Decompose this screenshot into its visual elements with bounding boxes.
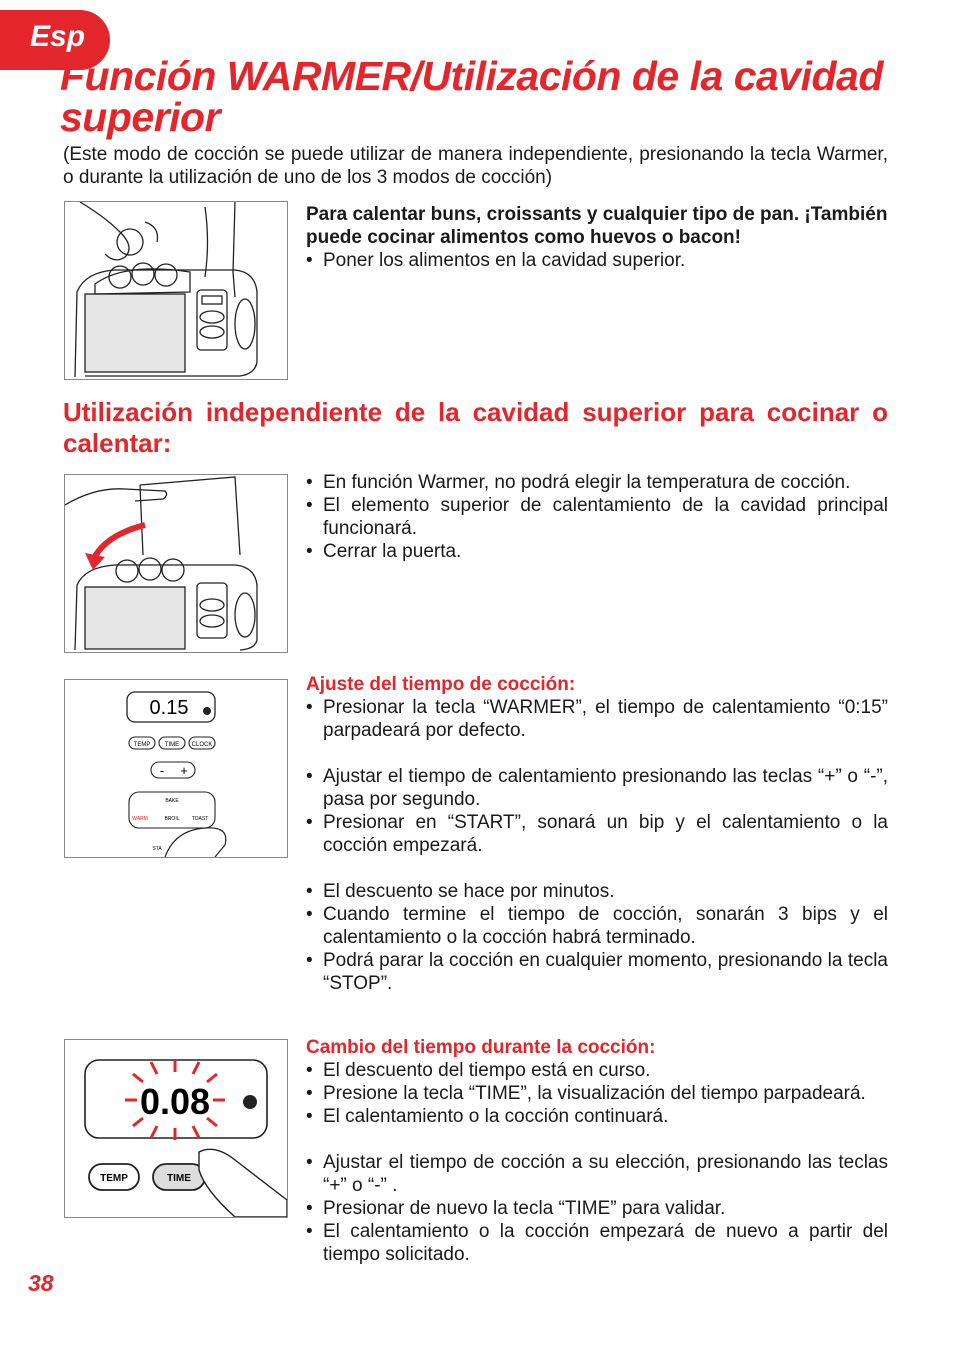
intro-text: (Este modo de cocción se puede utilizar de manera independiente, presionando la tecla Warmer, o durante la utilización de uno de los 3 modos de cocción) [63, 144, 888, 188]
block-independent-use [306, 471, 888, 563]
list-item: • Presionar en “START”, sonará un bip y el calentamiento o la cocción empezará. [306, 811, 888, 857]
illustration-control-panel [64, 679, 288, 858]
list-item: • Poner los alimentos en la cavidad superior. [306, 249, 888, 272]
block3-heading: Ajuste del tiempo de cocción: [306, 674, 576, 695]
list-item: • Presione la tecla “TIME”, la visualización del tiempo parpadeará. [306, 1082, 888, 1105]
plus-button[interactable]: + [180, 763, 188, 778]
block-time-change [306, 1036, 888, 1266]
block-warming-intro [306, 203, 888, 272]
start-button[interactable]: STA [152, 846, 162, 852]
list-item: • Presionar de nuevo la tecla “TIME” para validar. [306, 1197, 888, 1220]
time-button[interactable]: TIME [164, 742, 180, 748]
toast-button[interactable]: TOAST [191, 816, 209, 822]
time-key-label: TIME [167, 1173, 191, 1184]
list-item: • El descuento del tiempo está en curso. [306, 1059, 888, 1082]
clock-icon [243, 1095, 257, 1109]
page-number: 38 [28, 1270, 54, 1296]
block3-list [306, 696, 888, 995]
list-item: • Podrá parar la cocción en cualquier momento, presionando la tecla “STOP”. [306, 949, 888, 995]
list-item: • En función Warmer, no podrá elegir la temperatura de cocción. [306, 471, 888, 494]
finger-icon [199, 1149, 287, 1217]
list-item: • El calentamiento o la cocción continuará. [306, 1105, 888, 1128]
block1-list [306, 249, 888, 272]
block1-bold: Para calentar buns, croissants y cualquier tipo de pan. ¡También puede cocinar alimentos como huevos o bacon! [306, 204, 888, 248]
language-label: Esp [30, 20, 86, 53]
panel3-display: 0.15 [149, 697, 189, 719]
list-item: • Ajustar el tiempo de calentamiento presionando las teclas “+” o “-”, pasa por segundo. [306, 765, 888, 811]
warm-button[interactable]: WARM [132, 816, 148, 822]
clock-icon [203, 707, 211, 715]
list-item: • El calentamiento o la cocción empezará de nuevo a partir del tiempo solicitado. [306, 1220, 888, 1266]
list-item: • El descuento se hace por minutos. [306, 880, 888, 903]
block2-list [306, 471, 888, 563]
broil-button[interactable]: BROIL [164, 816, 180, 822]
list-item: • Presionar la tecla “WARMER”, el tiempo de calentamiento “0:15” parpadeará por defecto. [306, 696, 888, 742]
list-item: • Cerrar la puerta. [306, 540, 888, 563]
block-time-setting [306, 673, 888, 995]
temp-key-label: TEMP [100, 1173, 128, 1184]
finger-icon [165, 828, 226, 857]
minus-button[interactable]: - [159, 763, 165, 778]
panel4-display: 0.08 [139, 1081, 211, 1122]
bake-button[interactable]: BAKE [165, 798, 179, 804]
block4-list [306, 1059, 888, 1266]
list-item: • Ajustar el tiempo de cocción a su elección, presionando las teclas “+” o “-” . [306, 1151, 888, 1197]
illustration-toaster-oven-top [64, 201, 288, 380]
list-item: • Cuando termine el tiempo de cocción, sonarán 3 bips y el calentamiento o la cocción habrá terminado. [306, 903, 888, 949]
clock-button[interactable]: CLOCK [191, 742, 213, 748]
illustration-closing-door [64, 474, 288, 653]
block4-heading: Cambio del tiempo durante la cocción: [306, 1037, 656, 1058]
temp-button[interactable]: TEMP [133, 742, 151, 748]
illustration-time-change [64, 1039, 288, 1218]
list-item: • El elemento superior de calentamiento de la cavidad principal funcionará. [306, 494, 888, 540]
section-title: Utilización independiente de la cavidad superior para cocinar o calentar: [63, 397, 888, 458]
page-title: Función WARMER/Utilización de la cavidad superior [60, 53, 883, 140]
